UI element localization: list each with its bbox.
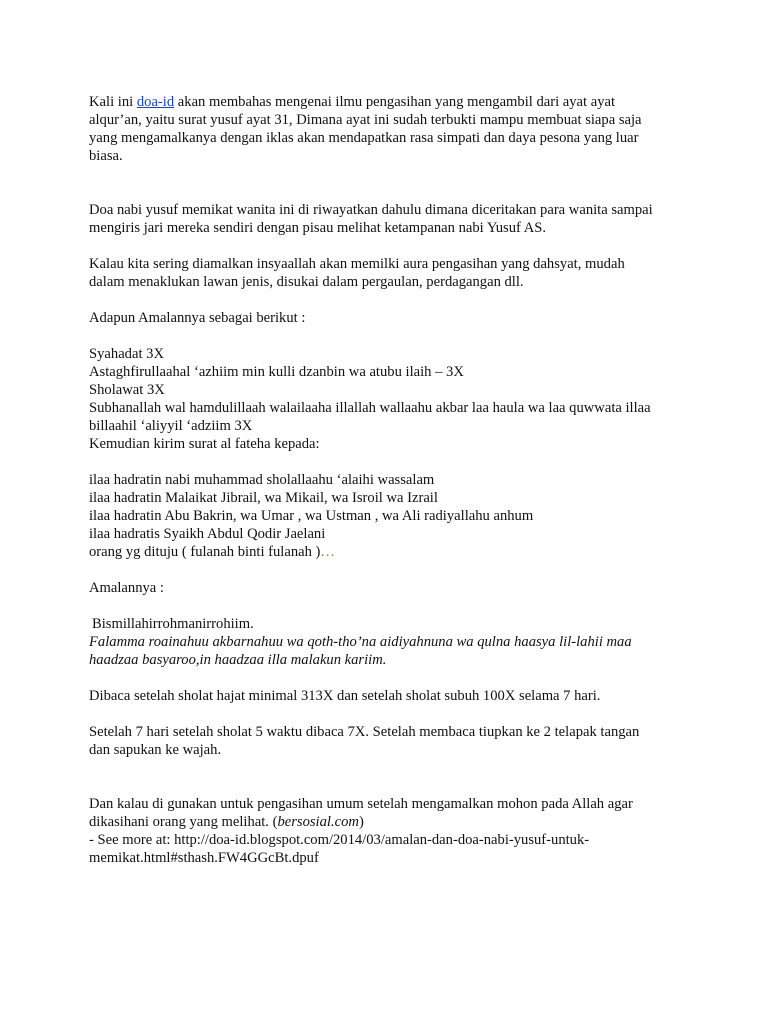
document-body xyxy=(89,93,689,867)
intro-line-2: alqur’an, yaitu surat yusuf ayat 31, Dimana ayat ini sudah terbukti mampu membuat siapa saja xyxy=(89,112,642,128)
list-item: ilaa hadratin Malaikat Jibrail, wa Mikail, wa Isroil wa Izrail xyxy=(89,490,438,506)
text-line: dikasihani orang yang melihat. (bersosial.com) xyxy=(89,814,364,830)
verse-line: Falamma roainahuu akbarnahuu wa qoth-tho’na aidiyahnuna wa qulna haasya lil-lahii maa xyxy=(89,634,632,650)
text-line: Dan kalau di gunakan untuk pengasihan umum setelah mengamalkan mohon pada Allah agar xyxy=(89,796,633,812)
bismillah-line: Bismillahirrohmanirrohiim. xyxy=(92,616,254,632)
list-item: Subhanallah wal hamdulillaah walailaaha illallah wallaahu akbar laa haula wa laa quwwata illaa xyxy=(89,400,651,416)
fateha-recipients-list xyxy=(89,471,689,561)
amalan-intro: Adapun Amalannya sebagai berikut : xyxy=(89,310,306,326)
text-line: Setelah 7 hari setelah sholat 5 waktu dibaca 7X. Setelah membaca tiupkan ke 2 telapak tangan xyxy=(89,724,640,740)
intro-line-4: biasa. xyxy=(89,148,123,164)
dzikir-list xyxy=(89,345,689,453)
see-more-url: - See more at: http://doa-id.blogspot.com/2014/03/amalan-dan-doa-nabi-yusuf-untuk- xyxy=(89,832,590,848)
doa-id-link[interactable]: doa-id xyxy=(136,94,175,110)
list-item: Astaghfirullaahal ‘azhiim min kulli dzanbin wa atubu ilaih – 3X xyxy=(89,364,464,380)
amalan-heading: Amalannya : xyxy=(89,580,164,596)
verse-line: haadzaa basyaroo,in haadzaa illa malakun kariim. xyxy=(89,652,387,668)
text-line: dalam menaklukan lawan jenis, disukai dalam pergaulan, perdagangan dll. xyxy=(89,274,524,290)
text-line: Kalau kita sering diamalkan insyaallah akan memilki aura pengasihan yang dahsyat, mudah xyxy=(89,256,625,272)
closing-paragraph xyxy=(89,795,689,867)
source-name: bersosial.com xyxy=(277,814,359,830)
list-item: Syahadat 3X xyxy=(89,346,164,362)
list-item: ilaa hadratin nabi muhammad sholallaahu ‘alaihi wassalam xyxy=(89,472,435,488)
text-line: dan sapukan ke wajah. xyxy=(89,742,222,758)
ellipsis: … xyxy=(320,544,336,560)
text-line: mengiris jari mereka sendiri dengan pisau melihat ketampanan nabi Yusuf AS. xyxy=(89,220,547,236)
list-item: Kemudian kirim surat al fateha kepada: xyxy=(89,436,320,452)
see-more-url-cont: memikat.html#sthash.FW4GGcBt.dpuf xyxy=(89,850,319,866)
intro-paragraph xyxy=(89,93,689,165)
list-item: billaahil ‘aliyyil ‘adziim 3X xyxy=(89,418,253,434)
list-item: ilaa hadratis Syaikh Abdul Qodir Jaelani xyxy=(89,526,326,542)
paragraph-after-seven-days xyxy=(89,723,689,759)
intro-line-3: yang mengamalkanya dengan iklas akan mendapatkan rasa simpati dan daya pesona yang luar xyxy=(89,130,639,146)
list-item: Sholawat 3X xyxy=(89,382,165,398)
reading-instructions: Dibaca setelah sholat hajat minimal 313X dan setelah sholat subuh 100X selama 7 hari. xyxy=(89,688,601,704)
paragraph-doa-nabi-yusuf xyxy=(89,201,689,237)
text-line: Doa nabi yusuf memikat wanita ini di riwayatkan dahulu dimana diceritakan para wanita sampai xyxy=(89,202,653,218)
list-item: ilaa hadratin Abu Bakrin, wa Umar , wa Ustman , wa Ali radiyallahu anhum xyxy=(89,508,534,524)
paragraph-benefits xyxy=(89,255,689,291)
list-item: orang yg dituju ( fulanah binti fulanah )… xyxy=(89,544,336,560)
verse-text xyxy=(89,633,689,669)
intro-line-1: Kali ini doa-id akan membahas mengenai ilmu pengasihan yang mengambil dari ayat ayat xyxy=(89,94,616,110)
